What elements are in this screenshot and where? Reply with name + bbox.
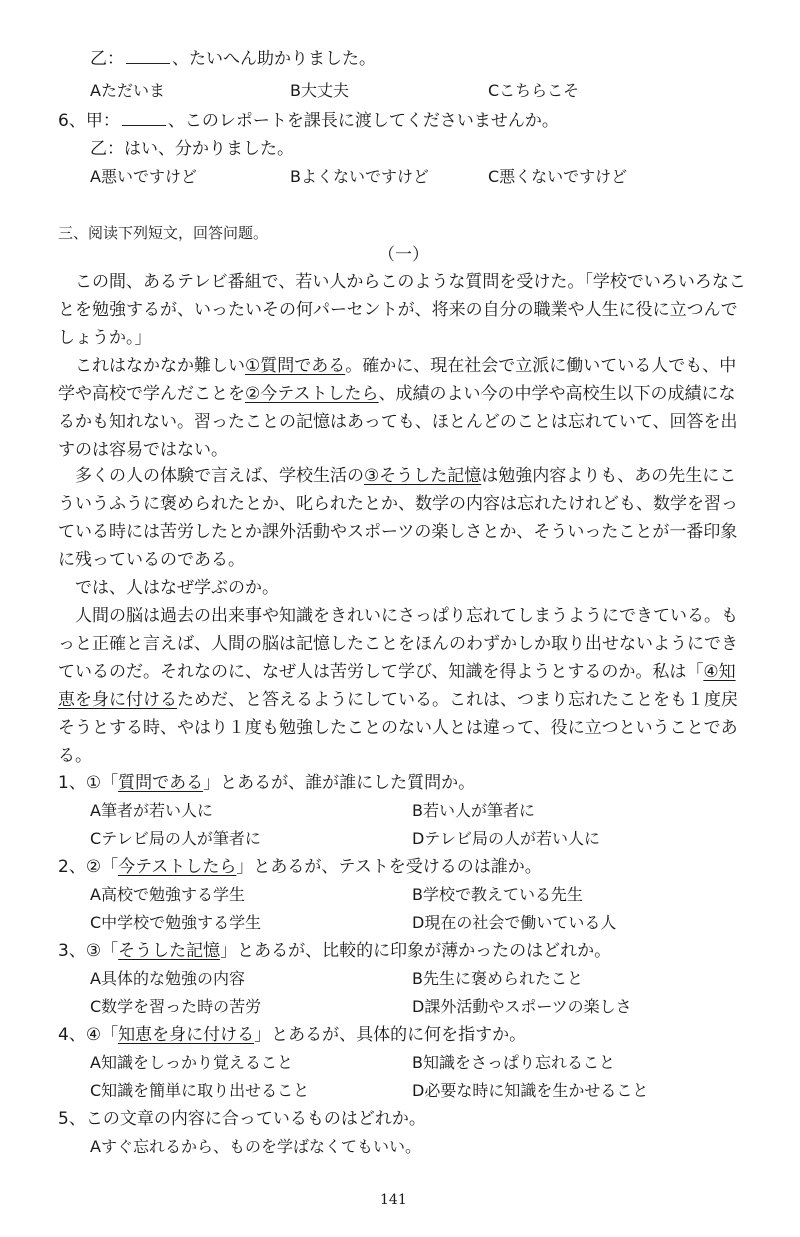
q2-option-d: D現在の社会で働いている人 bbox=[412, 913, 617, 932]
section-heading: 三、阅读下列短文，回答问题。 bbox=[58, 224, 269, 242]
question-reference: そうした記憶 bbox=[118, 941, 221, 961]
q6-option-a: A悪いですけど bbox=[90, 167, 197, 186]
q6-option-b: Bよくないですけど bbox=[290, 167, 429, 186]
q5-response-line bbox=[90, 48, 376, 70]
q2-option-c: C中学校で勉強する学生 bbox=[90, 913, 262, 932]
passage-paragraph-3 bbox=[58, 462, 748, 574]
question-reference: 質問である bbox=[118, 773, 204, 793]
q6-option-c: C悪くないですけど bbox=[488, 167, 628, 186]
speaker-label: 乙： bbox=[90, 49, 124, 69]
passage-paragraph-5 bbox=[58, 602, 748, 770]
q5-option-a-final: Aすぐ忘れるから、ものを学ばなくてもいい。 bbox=[90, 1137, 421, 1156]
q6-response-line: 乙：はい、分かりました。 bbox=[90, 139, 294, 159]
paragraph-text: 人間の脳は過去の出来事や知識をきれいにさっぱり忘れてしまうようにできている。もっと正確と言えば、人間の脳は記憶したことをほんのわずかしか取り出せないようにできているのだ。それなのに、なぜ人は苦労して学び、知識を得ようとするのか。私は「 bbox=[58, 606, 738, 682]
question-number: 1、 bbox=[58, 773, 86, 793]
question-label: 6、甲： bbox=[58, 111, 120, 131]
q1-option-b: B若い人が筆者に bbox=[412, 801, 535, 820]
q4-option-a: A知識をしっかり覚えること bbox=[90, 1053, 293, 1072]
passage-paragraph-4: では、人はなぜ学ぶのか。 bbox=[75, 578, 279, 598]
q1-option-a: A筆者が若い人に bbox=[90, 801, 213, 820]
q3-option-d: D課外活動やスポーツの楽しさ bbox=[412, 997, 632, 1016]
sentence-text: 、たいへん助かりました。 bbox=[172, 49, 376, 69]
q4-option-d: D必要な時に知識を生かせること bbox=[412, 1081, 649, 1100]
question-text: 」とあるが、テストを受けるのは誰か。 bbox=[236, 857, 542, 877]
q4-option-c: C知識を簡単に取り出せること bbox=[90, 1081, 310, 1100]
question-2 bbox=[58, 856, 542, 878]
question-number: 4、 bbox=[58, 1025, 86, 1045]
question-number: 2、 bbox=[58, 857, 86, 877]
passage-paragraph-1: この間、あるテレビ番組で、若い人からこのような質問を受けた。「学校でいろいろなことを勉強するが、いったいその何パーセントが、将来の自分の職業や人生に役に立つんでしょうか。」 bbox=[58, 272, 746, 348]
q5-option-c: Cこちらこそ bbox=[488, 81, 580, 100]
passage-paragraph-2 bbox=[58, 352, 748, 464]
question-5: 5、この文章の内容に合っているものはどれか。 bbox=[58, 1109, 426, 1129]
paragraph-text: これはなかなか難しい bbox=[75, 356, 245, 376]
q2-option-b: B学校で教えている先生 bbox=[412, 885, 583, 904]
q4-option-b: B知識をさっぱり忘れること bbox=[412, 1053, 615, 1072]
q5-option-b: B大丈夫 bbox=[290, 81, 349, 100]
question-text: 」とあるが、誰が誰にした質問か。 bbox=[203, 773, 476, 793]
q1-option-d: Dテレビ局の人が若い人に bbox=[412, 829, 601, 848]
question-text: 」とあるが、具体的に何を指すか。 bbox=[254, 1025, 527, 1045]
question-reference: 知恵を身に付ける bbox=[118, 1025, 255, 1045]
q3-option-a: A具体的な勉強の内容 bbox=[90, 969, 245, 988]
question-4 bbox=[58, 1024, 526, 1046]
paragraph-text: 、成績のよい今の中学や高校生以下の成績になるかも知れない。習ったことの記憶はあっても、ほとんどのことは忘れていて、回答を出すのは容易ではない。 bbox=[58, 384, 738, 460]
question-text: 」とあるが、比較的に印象が薄かったのはどれか。 bbox=[220, 941, 612, 961]
page-number: 141 bbox=[380, 1192, 407, 1208]
answer-blank bbox=[126, 49, 170, 64]
q1-option-c: Cテレビ局の人が筆者に bbox=[90, 829, 261, 848]
paragraph-text: 多くの人の体験で言えば、学校生活の bbox=[75, 466, 364, 486]
answer-blank bbox=[122, 111, 166, 126]
underlined-reference-3: ③そうした記憶 bbox=[364, 466, 482, 486]
passage-title: （一） bbox=[378, 245, 429, 265]
paragraph-text: ためだ、と答えるようにしている。これは、つまり忘れたことをも１度戻そうとする時、やはり１度も勉強したことのない人とは違って、役に立つということである。 bbox=[58, 690, 738, 766]
question-number: 3、 bbox=[58, 941, 86, 961]
quote-open: ③「 bbox=[85, 941, 119, 961]
paragraph-text: 。確かに、現在社会で立派に働いている人でも、中学や高校で学んだことを bbox=[58, 356, 737, 404]
question-reference: 今テストしたら bbox=[118, 857, 237, 877]
q6-prompt-line bbox=[58, 110, 559, 132]
q3-option-b: B先生に褒められたこと bbox=[412, 969, 583, 988]
q3-option-c: C数学を習った時の苦労 bbox=[90, 997, 262, 1016]
underlined-reference-2: ②今テストしたら bbox=[245, 384, 379, 404]
underlined-reference-1: ①質問である bbox=[245, 356, 346, 376]
question-1 bbox=[58, 772, 475, 794]
sentence-text: 、このレポートを課長に渡してくださいませんか。 bbox=[167, 111, 559, 131]
quote-open: ④「 bbox=[85, 1025, 119, 1045]
paragraph-text: は勉強内容よりも、あの先生にこういうふうに褒められたとか、叱られたとか、数学の内容は忘れたけれども、数学を習っている時には苦労したとか課外活動やスポーツの楽しさとか、そういったことが一番印象に残っているのである。 bbox=[58, 466, 738, 570]
underlined-reference-4: ④知恵を身に付ける bbox=[58, 662, 736, 710]
q5-option-a: Aただいま bbox=[90, 81, 165, 100]
question-3 bbox=[58, 940, 611, 962]
quote-open: ①「 bbox=[85, 773, 119, 793]
quote-open: ②「 bbox=[85, 857, 119, 877]
q2-option-a: A高校で勉強する学生 bbox=[90, 885, 245, 904]
